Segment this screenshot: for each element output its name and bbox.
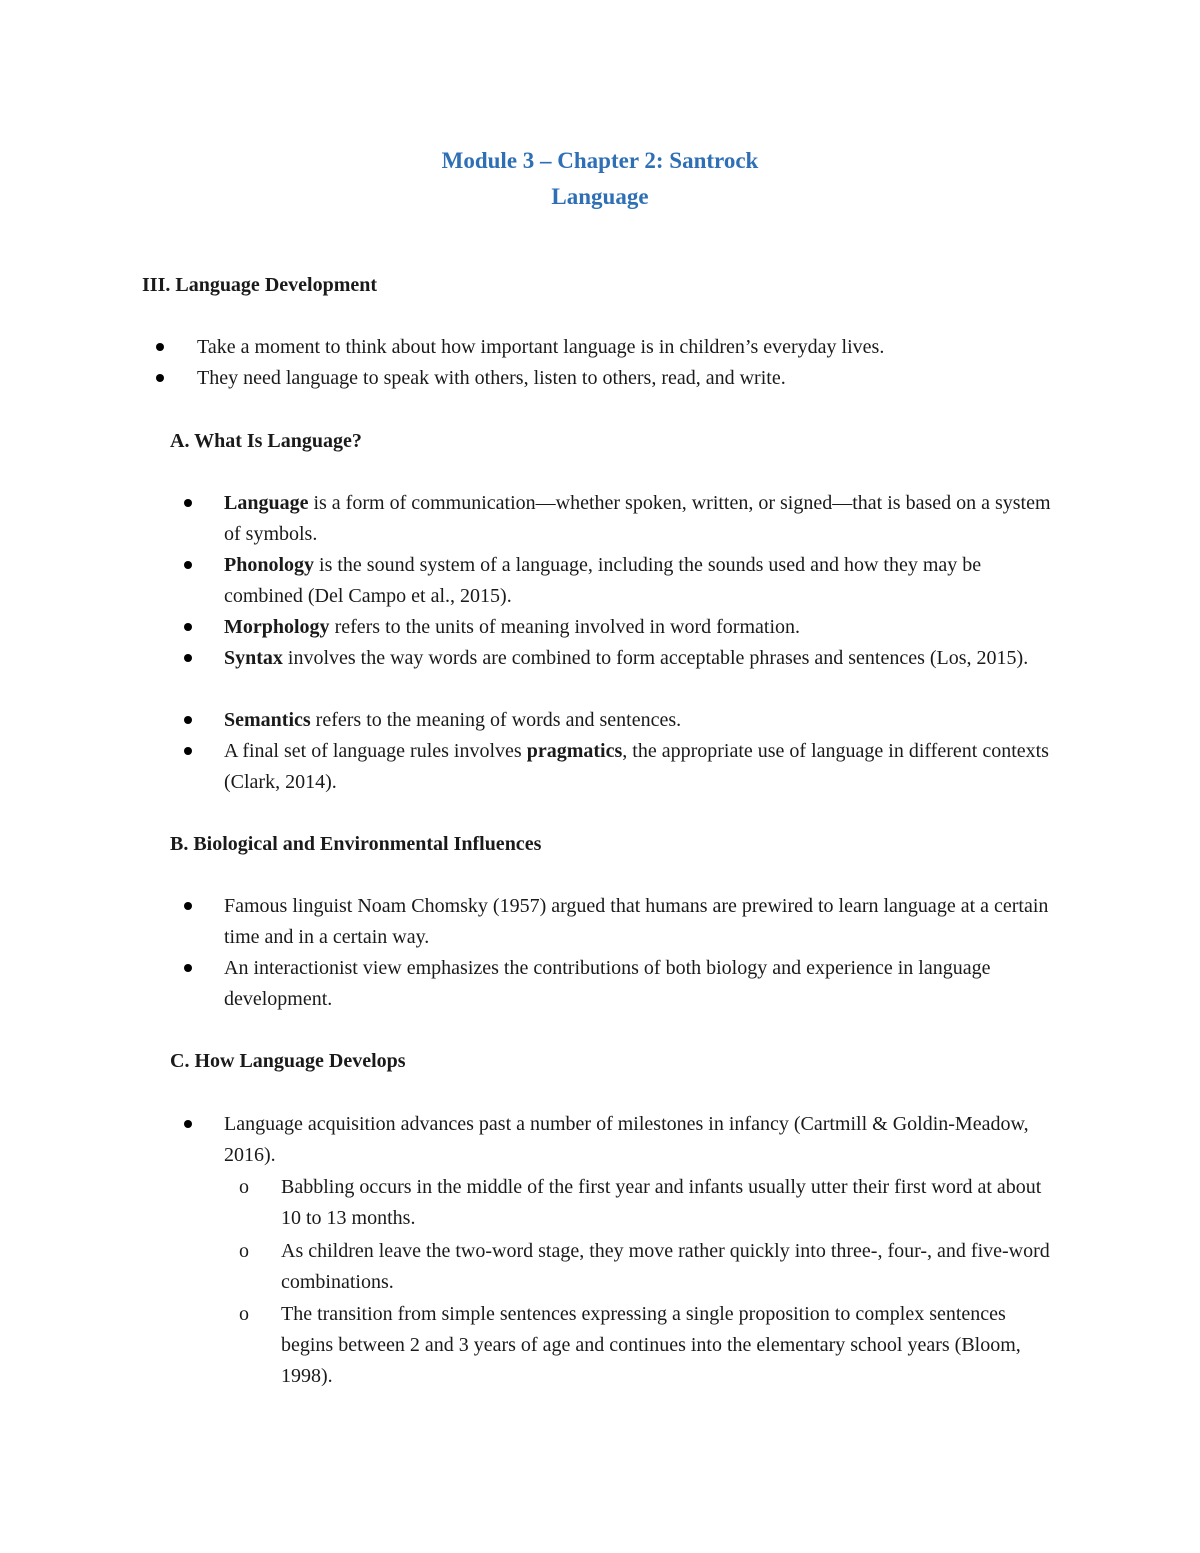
definition-syntax: Syntax involves the way words are combined to form acceptable phrases and sentences (Los, 2015). (224, 647, 1029, 669)
bullet-icon (184, 1120, 192, 1128)
bullet-icon (184, 964, 192, 972)
bullet-icon (156, 374, 164, 382)
term-phonology: Phonology (224, 554, 315, 576)
bullet-icon (184, 654, 192, 662)
bullet-icon (156, 343, 164, 351)
sub-bullet-icon: o (239, 1176, 249, 1198)
term-pragmatics: pragmatics (526, 740, 623, 762)
sub-list-item: Babbling occurs in the middle of the first year and infants usually utter their first word at about 10 to 13 months. (281, 1176, 1042, 1229)
section-heading-c: C. How Language Develops (170, 1050, 406, 1072)
bullet-icon (184, 716, 192, 724)
bullet-icon (184, 902, 192, 910)
term-morphology: Morphology (224, 616, 330, 638)
bullet-icon (184, 561, 192, 569)
sub-list-item: As children leave the two-word stage, they move rather quickly into three-, four-, and five-word combinations. (281, 1240, 1050, 1293)
definition-language: Language is a form of communication—whether spoken, written, or signed—that is based on a system of symbols. (224, 492, 1051, 545)
term-semantics: Semantics (224, 709, 311, 731)
list-item: Famous linguist Noam Chomsky (1957) argued that humans are prewired to learn language at a certain time and in a certain way. (224, 895, 1049, 948)
document-subtitle: Language (551, 184, 649, 209)
list-item: An interactionist view emphasizes the contributions of both biology and experience in language development. (224, 957, 991, 1010)
definition-phonology: Phonology is the sound system of a language, including the sounds used and how they may be combined (Del Campo et al., 2015). (224, 554, 982, 607)
definition-pragmatics: A final set of language rules involves pragmatics, the appropriate use of language in different contexts (Clark, 2014). (224, 740, 1049, 793)
sub-bullet-icon: o (239, 1240, 249, 1262)
section-heading-a: A. What Is Language? (170, 430, 362, 452)
list-item: They need language to speak with others, listen to others, read, and write. (197, 367, 786, 389)
definition-morphology: Morphology refers to the units of meaning involved in word formation. (224, 616, 801, 638)
document-title: Module 3 – Chapter 2: Santrock (441, 148, 759, 173)
bullet-icon (184, 747, 192, 755)
section-heading-b: B. Biological and Environmental Influences (170, 833, 542, 855)
bullet-icon (184, 623, 192, 631)
sub-bullet-icon: o (239, 1303, 249, 1325)
term-language: Language (224, 492, 309, 514)
section-heading-iii: III. Language Development (142, 274, 378, 296)
list-item: Take a moment to think about how important language is in children’s everyday lives. (197, 336, 885, 358)
definition-semantics: Semantics refers to the meaning of words and sentences. (224, 709, 682, 731)
bullet-icon (184, 499, 192, 507)
sub-list-item: The transition from simple sentences expressing a single proposition to complex sentences begins between 2 and 3 years of age and continues into the elementary school years (Bloom, 1998). (281, 1303, 1021, 1387)
list-item: Language acquisition advances past a number of milestones in infancy (Cartmill & Goldin-Meadow, 2016). (224, 1113, 1029, 1166)
term-syntax: Syntax (224, 647, 283, 669)
